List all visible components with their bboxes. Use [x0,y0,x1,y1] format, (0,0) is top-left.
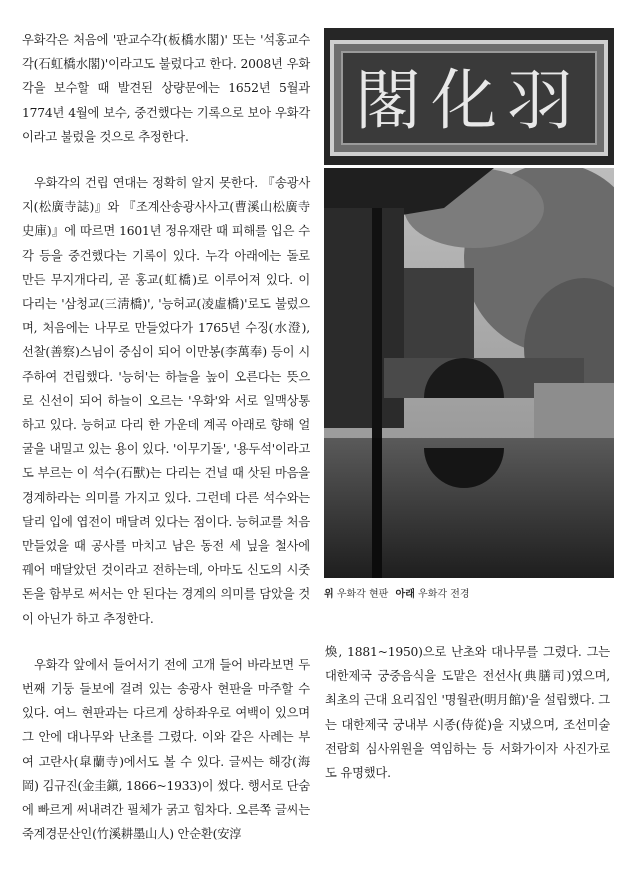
right-paragraph: 煥, 1881~1950)으로 난초와 대나무를 그렸다. 그는 대한제국 궁중음식을 도맡은 전선사(典膳司)였으며, 최초의 근대 요리집인 '명월관(明月館)'을 설립했다. 그는 대한제국 궁내부 시종(侍從)을 지냈으며, 조선미술전람회 심사위원을 역임하는 등 서화가이자 사진가로도 유명했다. [325,645,610,781]
caption-bottom-text: 우화각 전경 [418,589,470,600]
paragraph-2: 우화각의 건립 연대는 정확히 알지 못한다. 『송광사지(松廣寺誌)』와 『조계산송광사사고(曹溪山松廣寺史庫)』에 따르면 1601년 정유재란 때 피해를 입은 수각 등을 중건했다는 기록이 있다. 누각 아래에는 돌로 만든 무지개다리, 곧 홍교(虹橋)로 이루어져 있다. 이 다리는 '삼청교(三淸橋)', '능허교(凌虛橋)'로도 불렀으며, 처음에는 나무로 만들었다가 1765년 수징(水澄), 선찰(善察)스님이 중심이 되어 이만봉(李萬奉) 등이 시주하여 건립했다. '능허'는 하늘을 높이 오른다는 뜻으로 신선이 되어 하늘이 오르는 '우화'와 서로 일맥상통하고 있다. 능허교 다리 한 가운데 계곡 아래로 향해 얼굴을 내밀고 있는 용이 있다. '이무기돌', '용두석'이라고도 부르는 이 석수(石獸)는 다리는 건널 때 삿된 마음을 경계하라는 의미를 가지고 있다. 그런데 다른 석수와는 달리 입에 엽전이 매달려 있다는 점이다. 능허교를 처음 만들었을 때 공사를 마치고 남은 동전 세 닢을 철사에 꿰어 매달았던 것이라고 전하는데, 아마도 신도의 시줏돈을 함부로 써서는 안 된다는 경계의 의미를 담았을 것이 아닌가 하고 추정한다. [22,176,310,626]
signboard-characters: 閣化羽 [355,62,583,139]
paragraph-1: 우화각은 처음에 '판교수각(板橋水閣)' 또는 '석홍교수각(石虹橋水閣)'이라고도 불렀다고 한다. 2008년 우화각을 보수할 때 발견된 상량문에는 1652년 5월과 1774년 4월에 보수, 중건했다는 기록으로 보아 우화각이라고 불렀을 것으로 추정한다. [22,33,310,144]
caption-top-text: 우화각 현판 [336,589,389,600]
pavilion-image [324,168,614,578]
paragraph-3: 우화각 앞에서 들어서기 전에 고개 들어 바라보면 두 번째 기둥 들보에 걸려 있는 송광사 현판을 마주할 수 있다. 여느 현판과는 다르게 상하좌우로 여백이 있으며 그 안에 대나무와 난초를 그렸다. 이와 같은 사례는 부여 고란사(皐蘭寺)에서도 볼 수 있다. 글씨는 해강(海岡) 김규진(金圭鎭, 1866~1933)이 썼다. 행서로 단숨에 빠르게 써내려간 필체가 굵고 힘차다. 오른쪽 글씨는 죽계경문산인(竹溪耕墨山人) 안순환(安淳 [22,657,310,842]
caption-top-label: 위 [324,589,334,600]
right-text-column [325,640,610,807]
left-text-column [22,28,310,869]
signboard-photo [324,28,614,165]
photo-caption [324,585,474,600]
pavilion-photo [324,168,614,578]
caption-bottom-label: 아래 [395,589,415,600]
signboard-image [324,28,614,165]
